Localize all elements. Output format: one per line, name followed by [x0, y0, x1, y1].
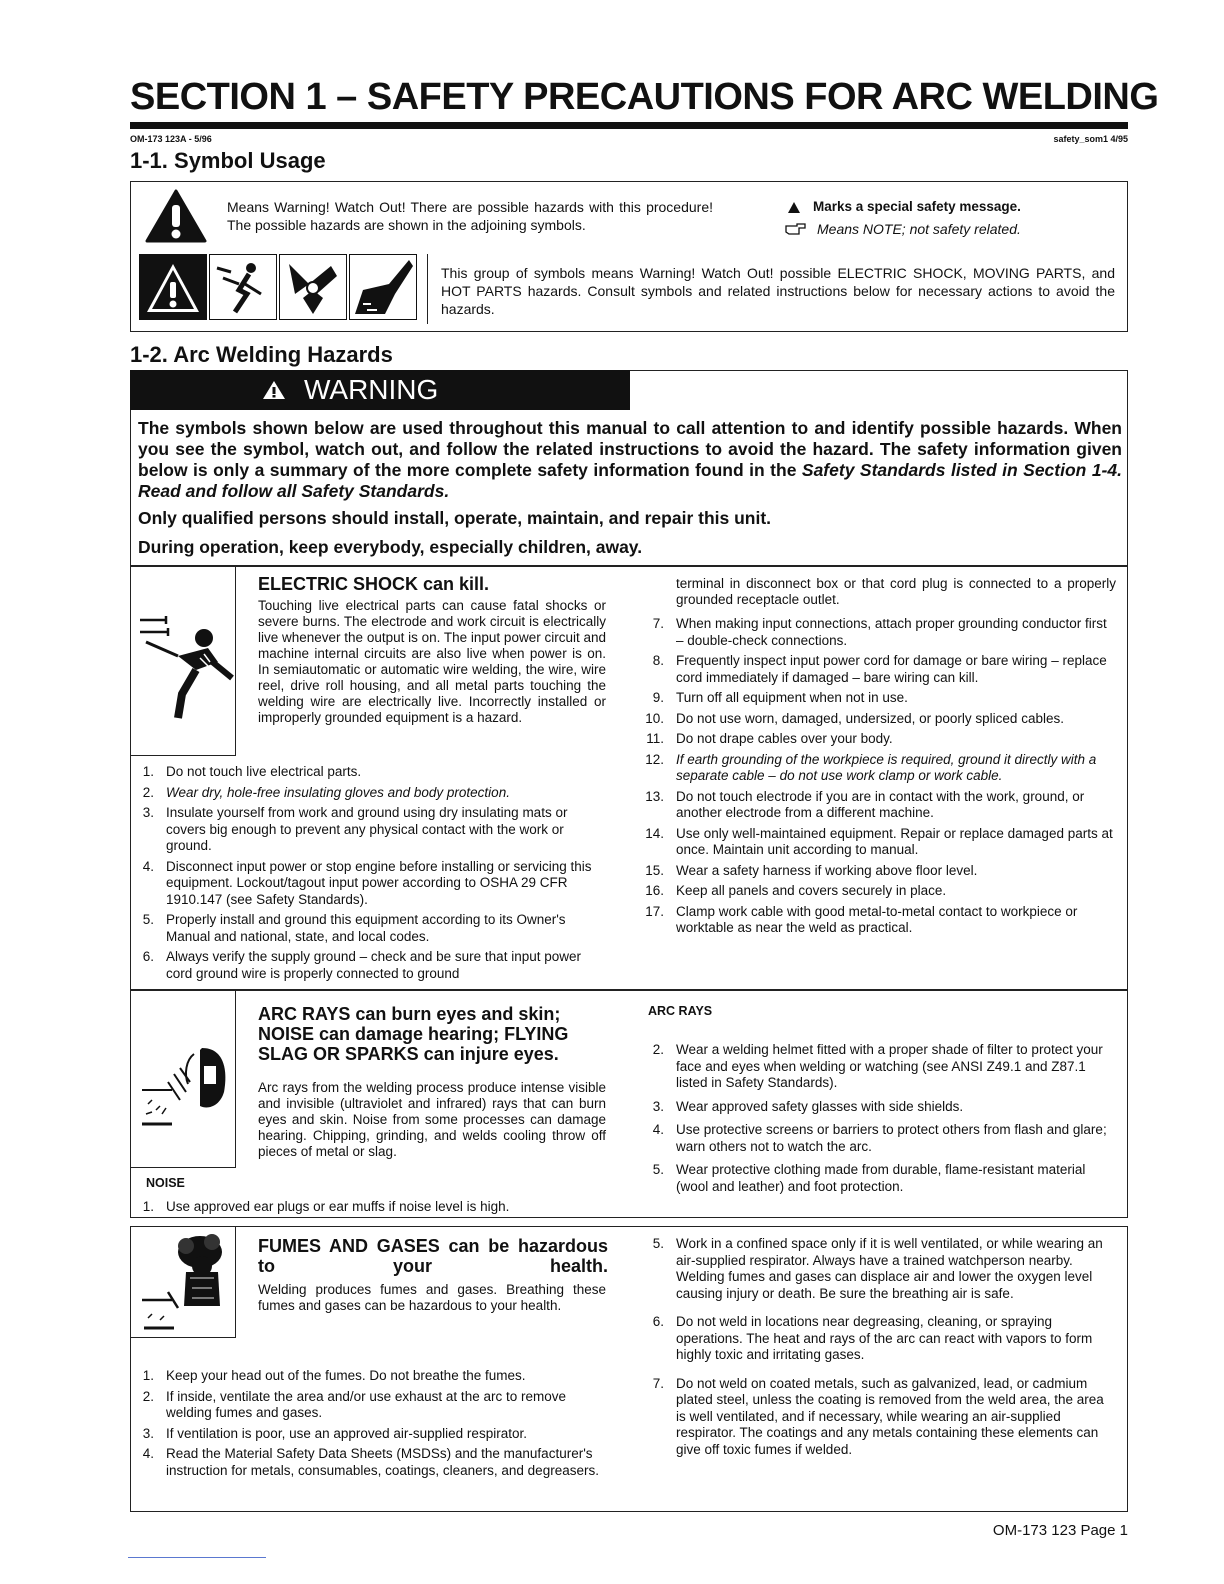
list-item: 1. Do not touch live electrical parts.: [142, 764, 362, 779]
list-item: 1. Keep your head out of the fumes. Do not breathe the fumes.: [142, 1368, 526, 1383]
list-item: 10. Do not use worn, damaged, undersized, or poorly spliced cables.: [645, 710, 1064, 726]
list-item: 2. Wear a welding helmet fitted with a proper shade of filter to protect your face and eyes when welding or watching (see ANSI Z49.1 and Z87.1 listed in Safety Standards).: [652, 1042, 1103, 1090]
noise-label: NOISE: [146, 1176, 185, 1190]
list-item: 7. Do not weld on coated metals, such as galvanized, lead, or cadmium plated steel, unless the coating is removed from the weld area, the area is well ventilated, and if necessary, while wearing an air-supplied respirator. The coatings and any metals containing these elements can give off toxic fumes if welded.: [652, 1375, 1104, 1457]
electric-shock-title: ELECTRIC SHOCK can kill.: [258, 574, 490, 594]
title-rule: [130, 122, 1128, 129]
electric-left-list: [138, 764, 608, 986]
list-item: 14. Use only well-maintained equipment. Repair or replace damaged parts at once. Maintain unit according to manual.: [645, 825, 1113, 857]
footer-rule: [128, 1557, 266, 1558]
arc-hazards-heading: 1-2. Arc Welding Hazards: [130, 342, 393, 367]
arc-rays-title: ARC RAYS can burn eyes and skin; NOISE can damage hearing; FLYING SLAG OR SPARKS can injure eyes.: [258, 1004, 569, 1064]
electric-shock-text: Touching live electrical parts can cause fatal shocks or severe burns. The electrode and work circuit is electrically live whenever the output is on. The input power circuit and machine internal circuits are also live when power is on. In semiautomatic or automatic wire welding, the wire, wire reel, drive roll housing, and all metal parts touching the welding wire are electrically live. Incorrectly installed or improperly grounded equipment is a hazard.: [258, 598, 606, 725]
warning-meaning-text: Means Warning! Watch Out! There are possible hazards with this procedure! The possible hazards are shown in the adjoining symbols.: [227, 199, 713, 233]
list-item: 12. If earth grounding of the workpiece is required, ground it directly with a separate cable – do not use work clamp or work cable.: [645, 751, 1097, 783]
symbol-usage-box: [130, 181, 1128, 332]
list-item: 2. Wear dry, hole-free insulating gloves and body protection.: [142, 784, 510, 800]
fumes-title-line: [258, 1236, 608, 1276]
list-item: 9. Turn off all equipment when not in use.: [652, 690, 908, 705]
warning-banner: [130, 370, 630, 410]
list-item: 1. Use approved ear plugs or ear muffs if noise level is high.: [142, 1199, 510, 1214]
list-item: 5. Work in a confined space only if it is well ventilated, or while wearing an air-supplied respirator. Always have a trained watchperson nearby. Welding fumes and gases can displace air and lower the oxygen level causing injury or death. Be sure the breathing air is safe.: [652, 1236, 1103, 1301]
electric-right-list: [640, 616, 1116, 941]
list-item: 17. Clamp work cable with good metal-to-metal contact to workpiece or worktable as near the weld as practical.: [645, 903, 1078, 935]
arc-rays-label: ARC RAYS: [648, 1004, 713, 1018]
hot-parts-icon: [349, 254, 417, 320]
list-item: 4. Read the Material Safety Data Sheets (MSDSs) and the manufacturer's instruction for metals, consumables, coatings, cleaners, and degreasers.: [142, 1446, 599, 1478]
warning-label: WARNING: [304, 374, 439, 405]
list-item: 15. Wear a safety harness if working above floor level.: [645, 862, 978, 878]
list-item: 3. If ventilation is poor, use an approved air-supplied respirator.: [142, 1425, 527, 1441]
warning-triangle-icon: [145, 188, 207, 244]
symbol-divider: [427, 254, 428, 324]
special-safety-text: Marks a special safety message.: [813, 199, 1021, 214]
electric-shock-figure-icon: [138, 612, 234, 720]
electric-shock-icon: [209, 254, 277, 320]
page-title: SECTION 1 – SAFETY PRECAUTIONS FOR ARC WELDING: [130, 76, 1159, 118]
fumes-title: FUMES AND GASES can be hazardous to your health.: [258, 1236, 608, 1276]
list-item: 5. Properly install and ground this equipment according to its Owner's Manual and national, state, and local codes.: [142, 912, 566, 944]
doc-reference: OM-173 123A - 5/96: [130, 134, 212, 144]
warning-intro-standards: Safety Standards listed in Section 1-4. Read and follow all Safety Standards.: [138, 460, 1122, 501]
symbol-group-text: This group of symbols means Warning! Watch Out! possible ELECTRIC SHOCK, MOVING PARTS, and HOT PARTS hazards. Consult symbols and related instructions below for necessary actions to avoid the hazards.: [441, 265, 1115, 317]
list-item: 3. Insulate yourself from work and ground using dry insulating mats or covers big enough to prevent any physical contact with the work or ground.: [142, 805, 568, 853]
welding-helmet-icon: [138, 1040, 234, 1130]
note-text: Means NOTE; not safety related.: [817, 221, 1021, 237]
list-item: 7. When making input connections, attach proper grounding conductor first – double-check connections.: [652, 616, 1107, 648]
fumes-text-content: Welding produces fumes and gases. Breathing these fumes and gases can be hazardous to your health.: [258, 1282, 606, 1313]
file-reference: safety_som1 4/95: [1053, 134, 1128, 144]
list-item: 6. Do not weld in locations near degreasing, cleaning, or spraying operations. The heat and rays of the arc can react with vapors to form highly toxic and irritating gases.: [652, 1314, 1093, 1362]
list-item: 5. Wear protective clothing made from durable, flame-resistant material (wool and leather) and foot protection.: [652, 1162, 1086, 1194]
list-item: 2. If inside, ventilate the area and/or use exhaust at the arc to remove welding fumes and gases.: [142, 1388, 566, 1420]
pointing-hand-icon: [785, 222, 807, 236]
list-item: 13. Do not touch electrode if you are in contact with the work, ground, or another electrode from a different machine.: [645, 788, 1085, 820]
page-number: OM-173 123 Page 1: [992, 1522, 1128, 1539]
fumes-text: [258, 1282, 606, 1314]
warning-banner-icon: [262, 380, 286, 400]
list-item: 4. Disconnect input power or stop engine before installing or servicing this equipment. Lockout/tagout input power according to OSHA 29 CFR 1910.147 (see Safety Standards).: [142, 858, 592, 907]
symbol-usage-heading: 1-1. Symbol Usage: [130, 148, 326, 173]
fumes-figure-icon: [138, 1232, 234, 1332]
warning-intro: [138, 418, 1122, 502]
hazard-symbol-strip: [139, 254, 421, 320]
list-item: 11. Do not drape cables over your body.: [646, 731, 893, 746]
arc-rays-text: Arc rays from the welding process produce intense visible and invisible (ultraviolet and infrared) rays that can burn eyes and skin. Noise from some processes can damage hearing. Chipping, grinding, and welds cooling throw off pieces of metal or slag.: [258, 1080, 606, 1159]
warning-icon: [139, 254, 207, 320]
arc-right-list: [640, 1042, 1116, 1202]
keep-children-away-text: During operation, keep everybody, especially children, away.: [138, 537, 643, 557]
fumes-left-list: [138, 1368, 608, 1483]
noise-list: [138, 1199, 608, 1220]
warning-intro-text: The symbols shown below are used throughout this manual to call attention to and identify possible hazards. When you see the symbol, watch out, and follow the related instructions to avoid the hazard. The safety information given below is only a summary of the more complete safety information found in the: [138, 418, 1122, 480]
list-item: 6. Always verify the supply ground – check and be sure that input power cord ground wire is properly connected to ground: [142, 949, 581, 981]
list-item: 16. Keep all panels and covers securely in place.: [645, 883, 947, 898]
list-item: 3. Wear approved safety glasses with side shields.: [652, 1098, 964, 1114]
moving-parts-icon: [279, 254, 347, 320]
small-warning-icon: [787, 201, 801, 214]
qualified-persons-text: Only qualified persons should install, operate, maintain, and repair this unit.: [138, 508, 772, 528]
fumes-right-list: [640, 1236, 1116, 1462]
electric-continued-text: terminal in disconnect box or that cord plug is connected to a properly grounded receptacle outlet.: [676, 576, 1116, 607]
list-item: 4. Use protective screens or barriers to protect others from flash and glare; warn others not to watch the arc.: [652, 1122, 1107, 1154]
list-item: 8. Frequently inspect input power cord for damage or bare wiring – replace cord immediately if damaged – bare wiring can kill.: [652, 653, 1107, 685]
